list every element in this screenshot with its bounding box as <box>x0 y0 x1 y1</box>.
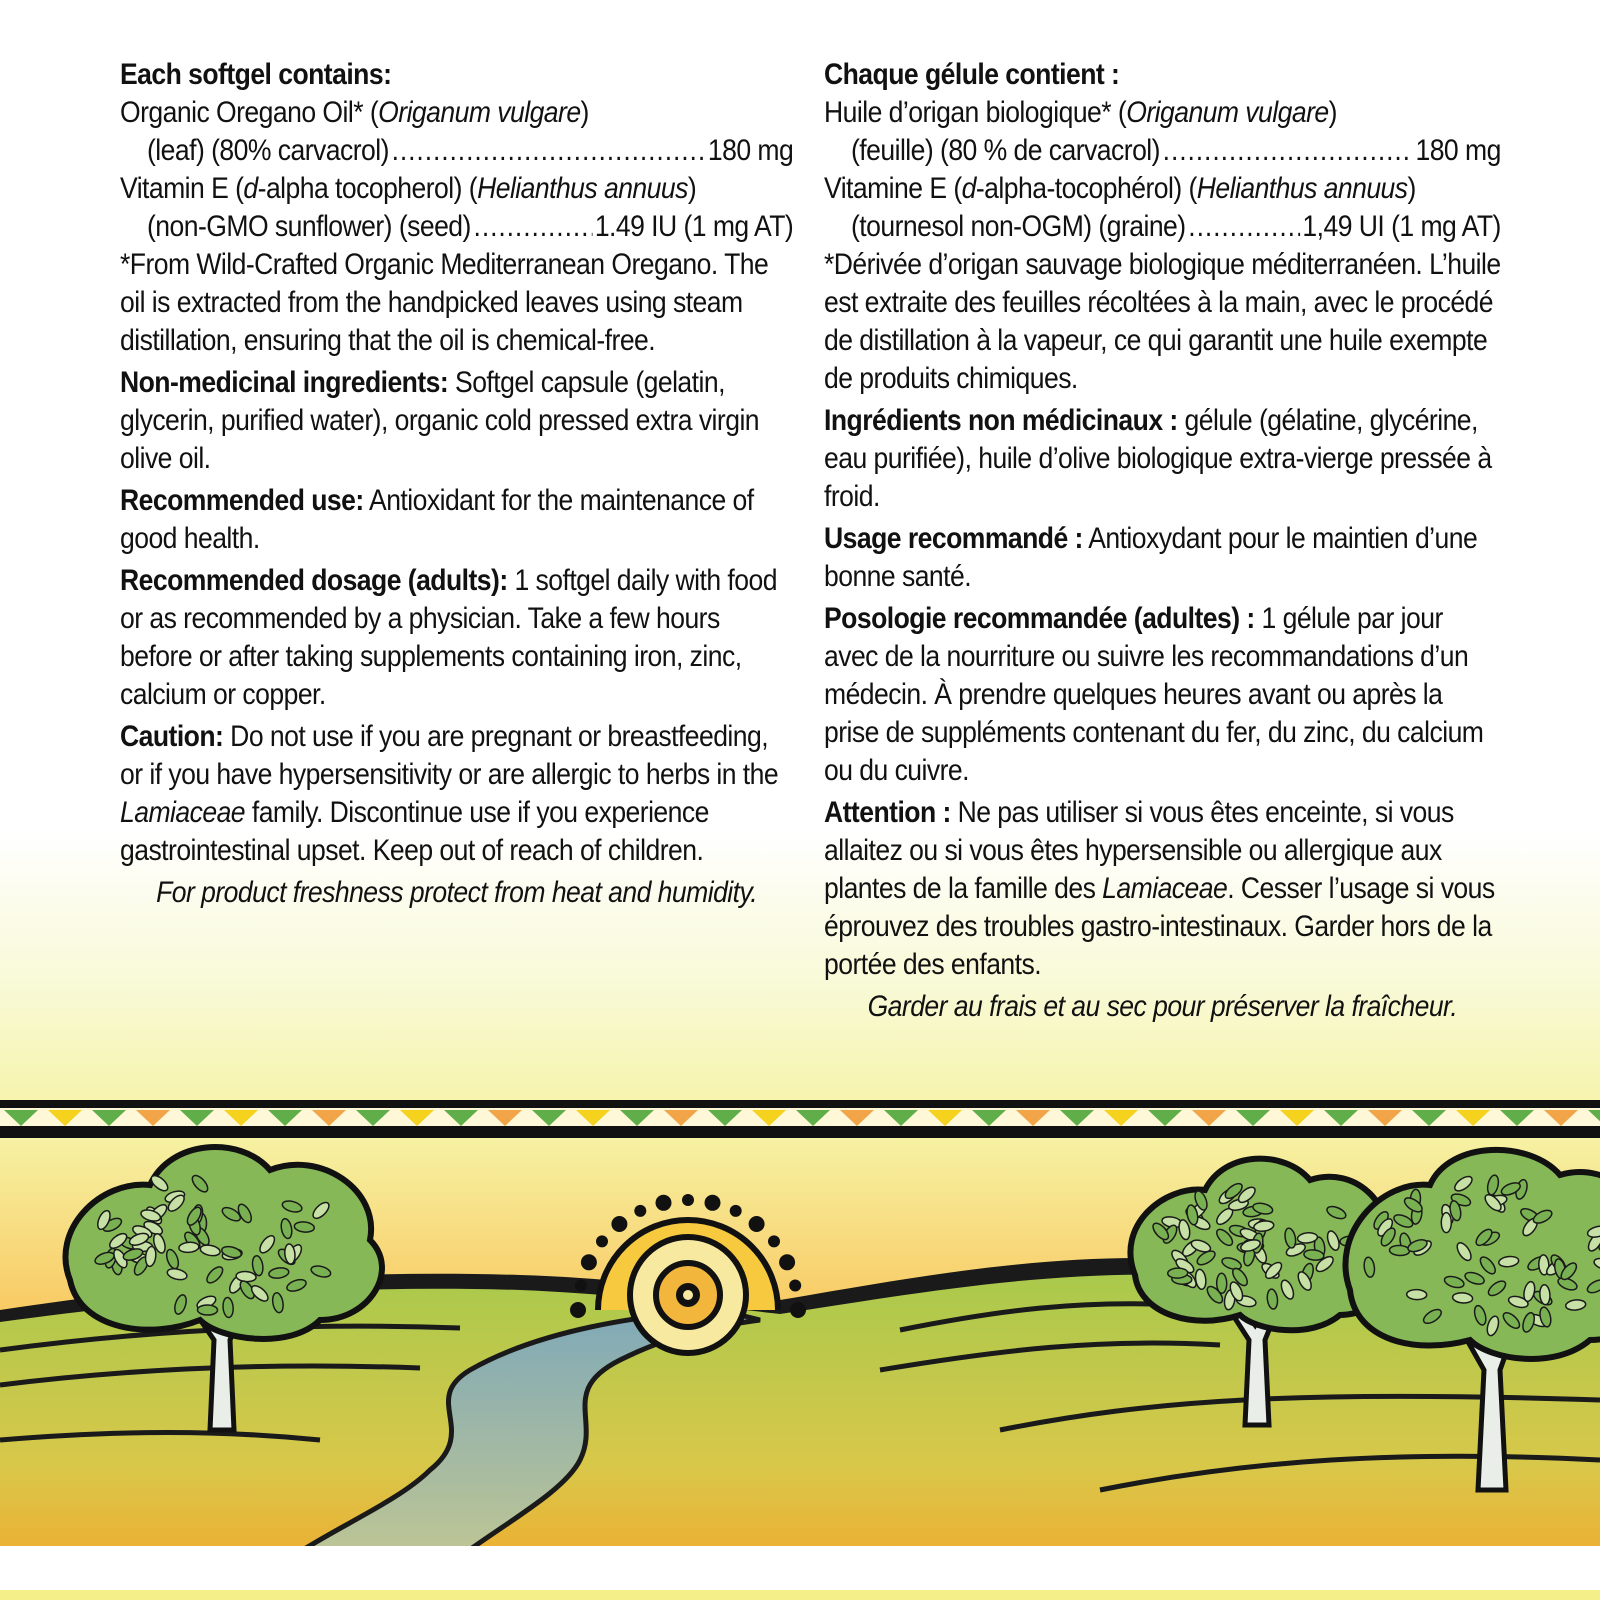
vitamin-e-amount-row-fr: (tournesol non-OGM) (graine) ..... 1,49 UI (1 mg AT) <box>824 208 1501 246</box>
non-medicinal-ingredients: Non-medicinal ingredients: Softgel capsule (gelatin, glycerin, purified water), organic cold pressed extra virgin olive oil. <box>120 366 760 475</box>
sun-ray <box>570 1302 586 1318</box>
source-note: *From Wild-Crafted Organic Mediterranean Oregano. The oil is extracted from the handpicked leaves using steam distillation, ensuring that the oil is chemical-free. <box>120 248 769 357</box>
caution: Caution: Do not use if you are pregnant or breastfeeding, or if you have hypersensitivity or are allergic to herbs in the Lamiaceae family. Discontinue use if you experience gastrointestinal upset. Keep out of reach of children. <box>120 720 779 867</box>
sun-ray <box>790 1302 806 1318</box>
sun-ray <box>730 1205 742 1217</box>
sun-ray <box>768 1235 780 1247</box>
sun-ray <box>682 1194 694 1206</box>
recommended-use: Recommended use: Antioxidant for the maintenance of good health. <box>120 484 754 555</box>
leaf <box>197 1305 217 1315</box>
vitamin-e-line: Vitamin E (d-alpha tocopherol) (Helianthus annuus) <box>120 172 697 205</box>
landscape-illustration <box>0 1100 1600 1590</box>
non-medicinal-ingredients-fr: Ingrédients non médicinaux : gélule (gélatine, glycérine, eau purifiée), huile d’olive biologique extra-vierge pressée à froid. <box>824 404 1492 513</box>
sun-ray <box>779 1254 795 1270</box>
sun-ray <box>575 1280 587 1292</box>
vitamin-e-line-fr: Vitamine E (d-alpha-tocophérol) (Helianthus annuus) <box>824 172 1416 205</box>
oregano-line-fr: Huile d’origan biologique* (Origanum vulgare) <box>824 96 1337 129</box>
landscape-banner <box>0 1100 1600 1590</box>
english-column <box>120 56 793 912</box>
recommended-dosage: Recommended dosage (adults): 1 softgel daily with food or as recommended by a physician. Take a few hours before or after taking supplements containing iron, zinc, calcium or copper. <box>120 564 777 711</box>
sun-ray <box>749 1216 765 1232</box>
vitamin-e-amount-row: (non-GMO sunflower) (seed) ..... 1.49 IU (1 mg AT) <box>120 208 793 246</box>
sun-ray <box>705 1195 721 1211</box>
recommended-use-fr: Usage recommandé : Antioxydant pour le maintien d’une bonne santé. <box>824 522 1478 593</box>
bottom-margin <box>0 1546 1600 1590</box>
contains-heading-fr: Chaque gélule contient : <box>824 58 1120 91</box>
sun-ray <box>634 1205 646 1217</box>
leaf <box>1168 1268 1188 1279</box>
french-column <box>824 56 1501 1026</box>
leaf <box>1441 1213 1451 1233</box>
recommended-dosage-fr: Posologie recommandée (adultes) : 1 gélule par jour avec de la nourriture ou suivre les recommandations d’un médecin. À prendre quelques heures avant ou après la prise de suppléments contenant du fer, du zinc, du calcium ou du cuivre. <box>824 602 1484 787</box>
triangle-border-icon <box>0 1100 1600 1138</box>
sun-ray <box>581 1254 597 1270</box>
sun-ray <box>656 1195 672 1211</box>
leaf <box>1389 1245 1409 1256</box>
oregano-amount-row-fr: (feuille) (80 % de carvacrol) ..... 180 mg <box>824 132 1501 170</box>
freshness-note-fr: Garder au frais et au sec pour préserver la fraîcheur. <box>867 990 1458 1023</box>
leaf <box>1407 1289 1427 1300</box>
oregano-amount-row: (leaf) (80% carvacrol) ..... 180 mg <box>120 132 793 170</box>
sun-ray <box>596 1235 608 1247</box>
contains-heading: Each softgel contains: <box>120 58 392 91</box>
sun-ray <box>789 1280 801 1292</box>
source-note-fr: *Dérivée d’origan sauvage biologique méditerranéen. L’huile est extraite des feuilles récoltées à la main, avec le procédé de distillation à la vapeur, ce qui garantit une huile exempte de produits chimiques. <box>824 248 1501 395</box>
freshness-note: For product freshness protect from heat and humidity. <box>156 876 758 909</box>
caution-fr: Attention : Ne pas utiliser si vous êtes enceinte, si vous allaitez ou si vous êtes hypersensible ou allergique aux plantes de la famille des Lamiaceae. Cesser l’usage si vous éprouvez des troubles gastro-intestinaux. Garder hors de la portée des enfants. <box>824 796 1495 981</box>
leaf <box>1217 1273 1227 1293</box>
oregano-line: Organic Oregano Oil* (Origanum vulgare) <box>120 96 589 129</box>
sun-ray <box>611 1216 627 1232</box>
